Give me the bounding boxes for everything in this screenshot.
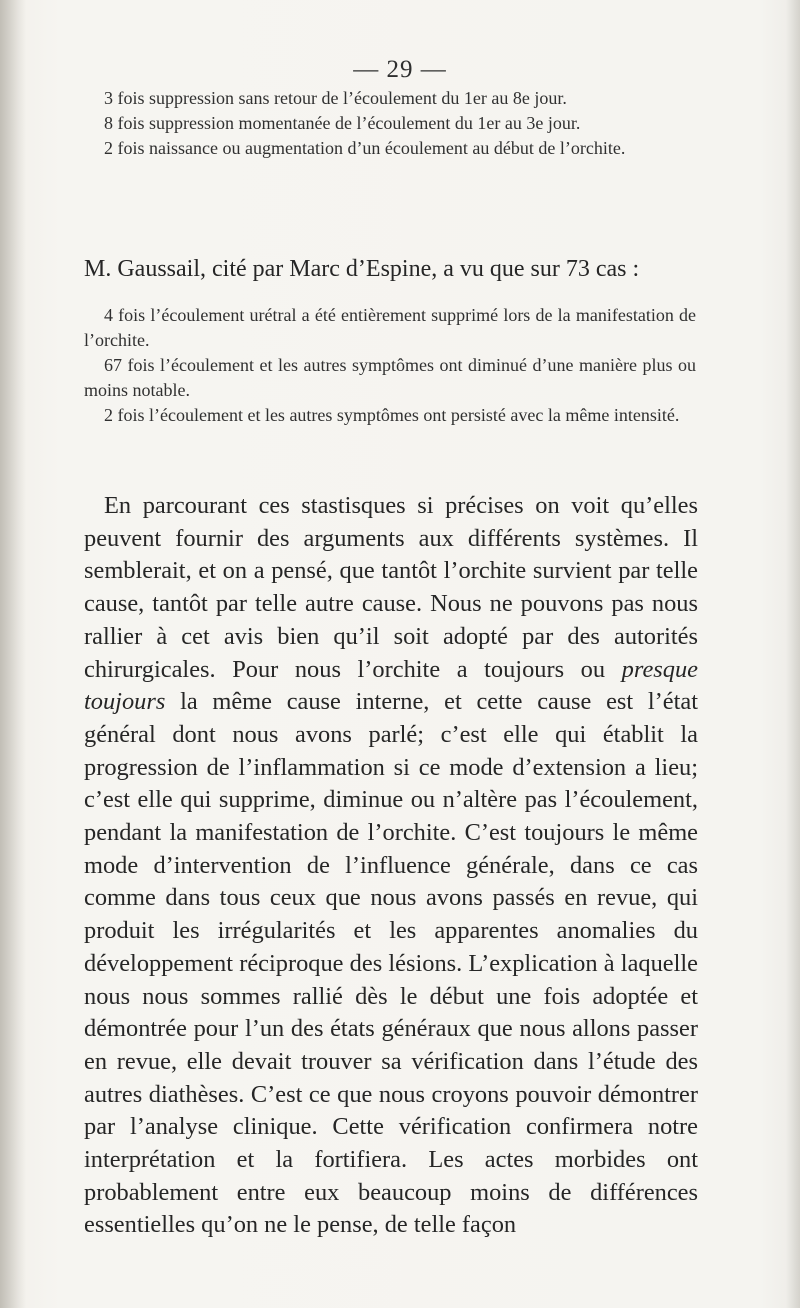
paragraph-text — [84, 490, 698, 1242]
page-gutter-shadow — [0, 0, 26, 1308]
list-item: 4 fois l’écoulement urétral a été entièrement supprimé lors de la manifestation de l’orchite. — [84, 305, 696, 350]
main-paragraph — [84, 490, 698, 1242]
list-item: 3 fois suppression sans retour de l’écoulement du 1er au 8e jour. — [104, 88, 567, 108]
section-heading: M. Gaussail, cité par Marc d’Espine, a vu que sur 73 cas : — [84, 256, 640, 282]
statistics-list-bottom — [84, 303, 696, 428]
list-item: 2 fois naissance ou augmentation d’un écoulement au début de l’orchite. — [104, 138, 626, 158]
list-item: 67 fois l’écoulement et les autres symptômes ont diminué d’une manière plus ou moins notable. — [84, 355, 696, 400]
paragraph-text-start: En parcourant ces stastisques si précises on voit qu’elles peuvent fournir des arguments aux différents systèmes. Il semblerait, et on a pensé, que tantôt l’orchite survient par telle cause, tantôt par telle autre cause. Nous ne pouvons pas nous rallier à cet avis bien qu’il soit adopté par des autorités chirurgicales. Pour nous l’orchite a toujours ou — [84, 492, 698, 683]
emphasized-text: presque toujours — [84, 655, 698, 716]
list-item: 8 fois suppression momentanée de l’écoulement du 1er au 3e jour. — [104, 113, 581, 133]
statistics-list-top — [84, 86, 696, 161]
paragraph-text-end: la même cause interne, et cette cause est l’état général dont nous avons parlé; c’est elle qui établit la progression de l’inflammation si ce mode d’extension a lieu; c’est elle qui supprime, diminue ou n’altère pas l’écoulement, pendant la manifestation de l’orchite. C’est toujours le même mode d’intervention de l’influence générale, dans ce cas comme dans tous ceux que nous avons passés en revue, qui produit les irrégularités et les apparentes anomalies du développement réciproque des lésions. L’explication à laquelle nous nous sommes rallié dès le début une fois adoptée et démontrée pour l’un des états généraux que nous allons passer en revue, elle devait trouver sa vérification dans l’étude des autres diathèses. C’est ce que nous croyons pouvoir démontrer par l’analyse clinique. Cette vérification confirmera notre interprétation et la fortifiera. Les actes morbides ont probablement entre eux beaucoup moins de différences essentielles qu’on ne le pense, de telle façon — [84, 688, 699, 1239]
list-item: 2 fois l’écoulement et les autres symptômes ont persisté avec la même intensité. — [104, 405, 680, 425]
page-number: — 29 — — [353, 56, 447, 83]
page-edge-shadow — [786, 0, 800, 1308]
